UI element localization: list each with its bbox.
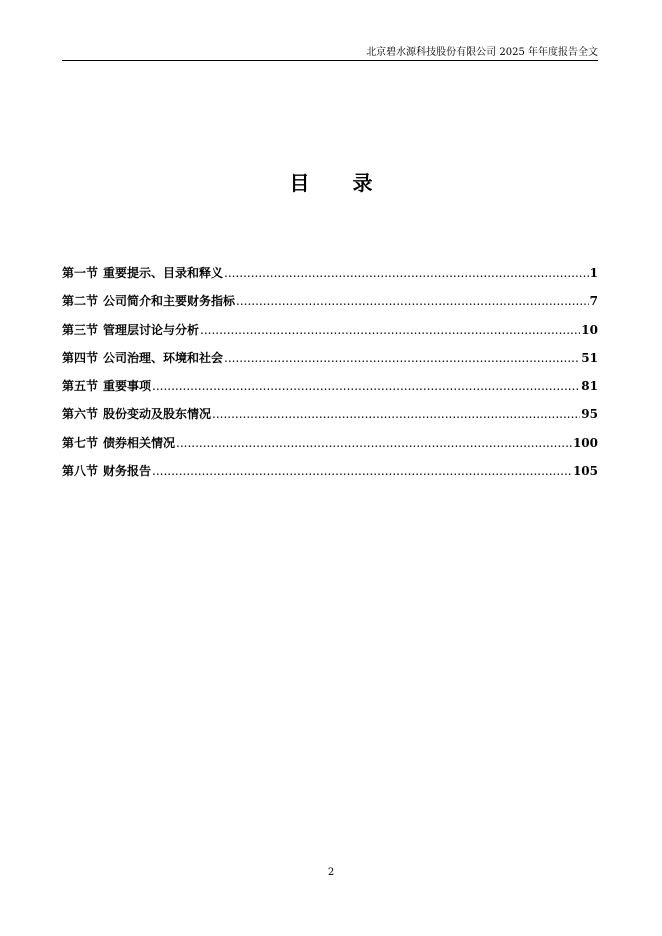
toc-leader-dots [152, 464, 572, 478]
toc-entry[interactable] [62, 407, 598, 435]
toc-section-number: 第八节 [62, 464, 99, 479]
toc-section-number: 第三节 [62, 322, 99, 337]
toc-page-number: 51 [581, 350, 598, 365]
toc-page-number: 10 [581, 322, 598, 337]
toc-section-title: 公司简介和主要财务指标 [103, 294, 236, 309]
toc-leader-dots [176, 436, 572, 450]
toc-section-number: 第五节 [62, 379, 99, 394]
page-footer [0, 867, 662, 879]
table-of-contents [62, 266, 598, 492]
header-text: 北京碧水源科技股份有限公司 2025 年年度报告全文 [366, 47, 598, 58]
toc-section-number: 第一节 [62, 266, 99, 280]
toc-entry[interactable] [62, 266, 598, 294]
toc-section-title: 债券相关情况 [103, 435, 176, 450]
toc-entry[interactable] [62, 294, 598, 322]
toc-title: 目 录 [289, 171, 391, 195]
page-number: 2 [327, 867, 335, 878]
toc-section-title: 财务报告 [103, 464, 152, 479]
toc-leader-dots [224, 266, 589, 280]
toc-page-number: 95 [581, 407, 598, 422]
toc-entry[interactable] [62, 436, 598, 464]
toc-leader-dots [200, 323, 580, 337]
toc-page-number: 100 [572, 435, 598, 450]
toc-section-number: 第四节 [62, 350, 99, 365]
toc-entry[interactable] [62, 464, 598, 492]
toc-page-number: 105 [572, 464, 598, 479]
toc-section-title: 股份变动及股东情况 [103, 407, 212, 422]
toc-entry[interactable] [62, 379, 598, 407]
page-header [62, 47, 598, 61]
toc-section-title: 管理层讨论与分析 [103, 322, 200, 337]
toc-section-number: 第二节 [62, 294, 99, 309]
toc-leader-dots [236, 294, 589, 308]
toc-page-number: 1 [589, 266, 598, 280]
toc-entry[interactable] [62, 323, 598, 351]
toc-leader-dots [152, 379, 580, 393]
toc-section-title: 重要事项 [103, 379, 152, 394]
toc-section-title: 公司治理、环境和社会 [103, 350, 224, 365]
toc-page-number: 81 [581, 379, 598, 394]
toc-section-number: 第六节 [62, 407, 99, 422]
toc-leader-dots [224, 351, 580, 365]
toc-entry[interactable] [62, 351, 598, 379]
toc-page-number: 7 [589, 294, 598, 309]
toc-leader-dots [212, 407, 580, 421]
toc-section-title: 重要提示、目录和释义 [103, 266, 224, 280]
toc-section-number: 第七节 [62, 435, 99, 450]
